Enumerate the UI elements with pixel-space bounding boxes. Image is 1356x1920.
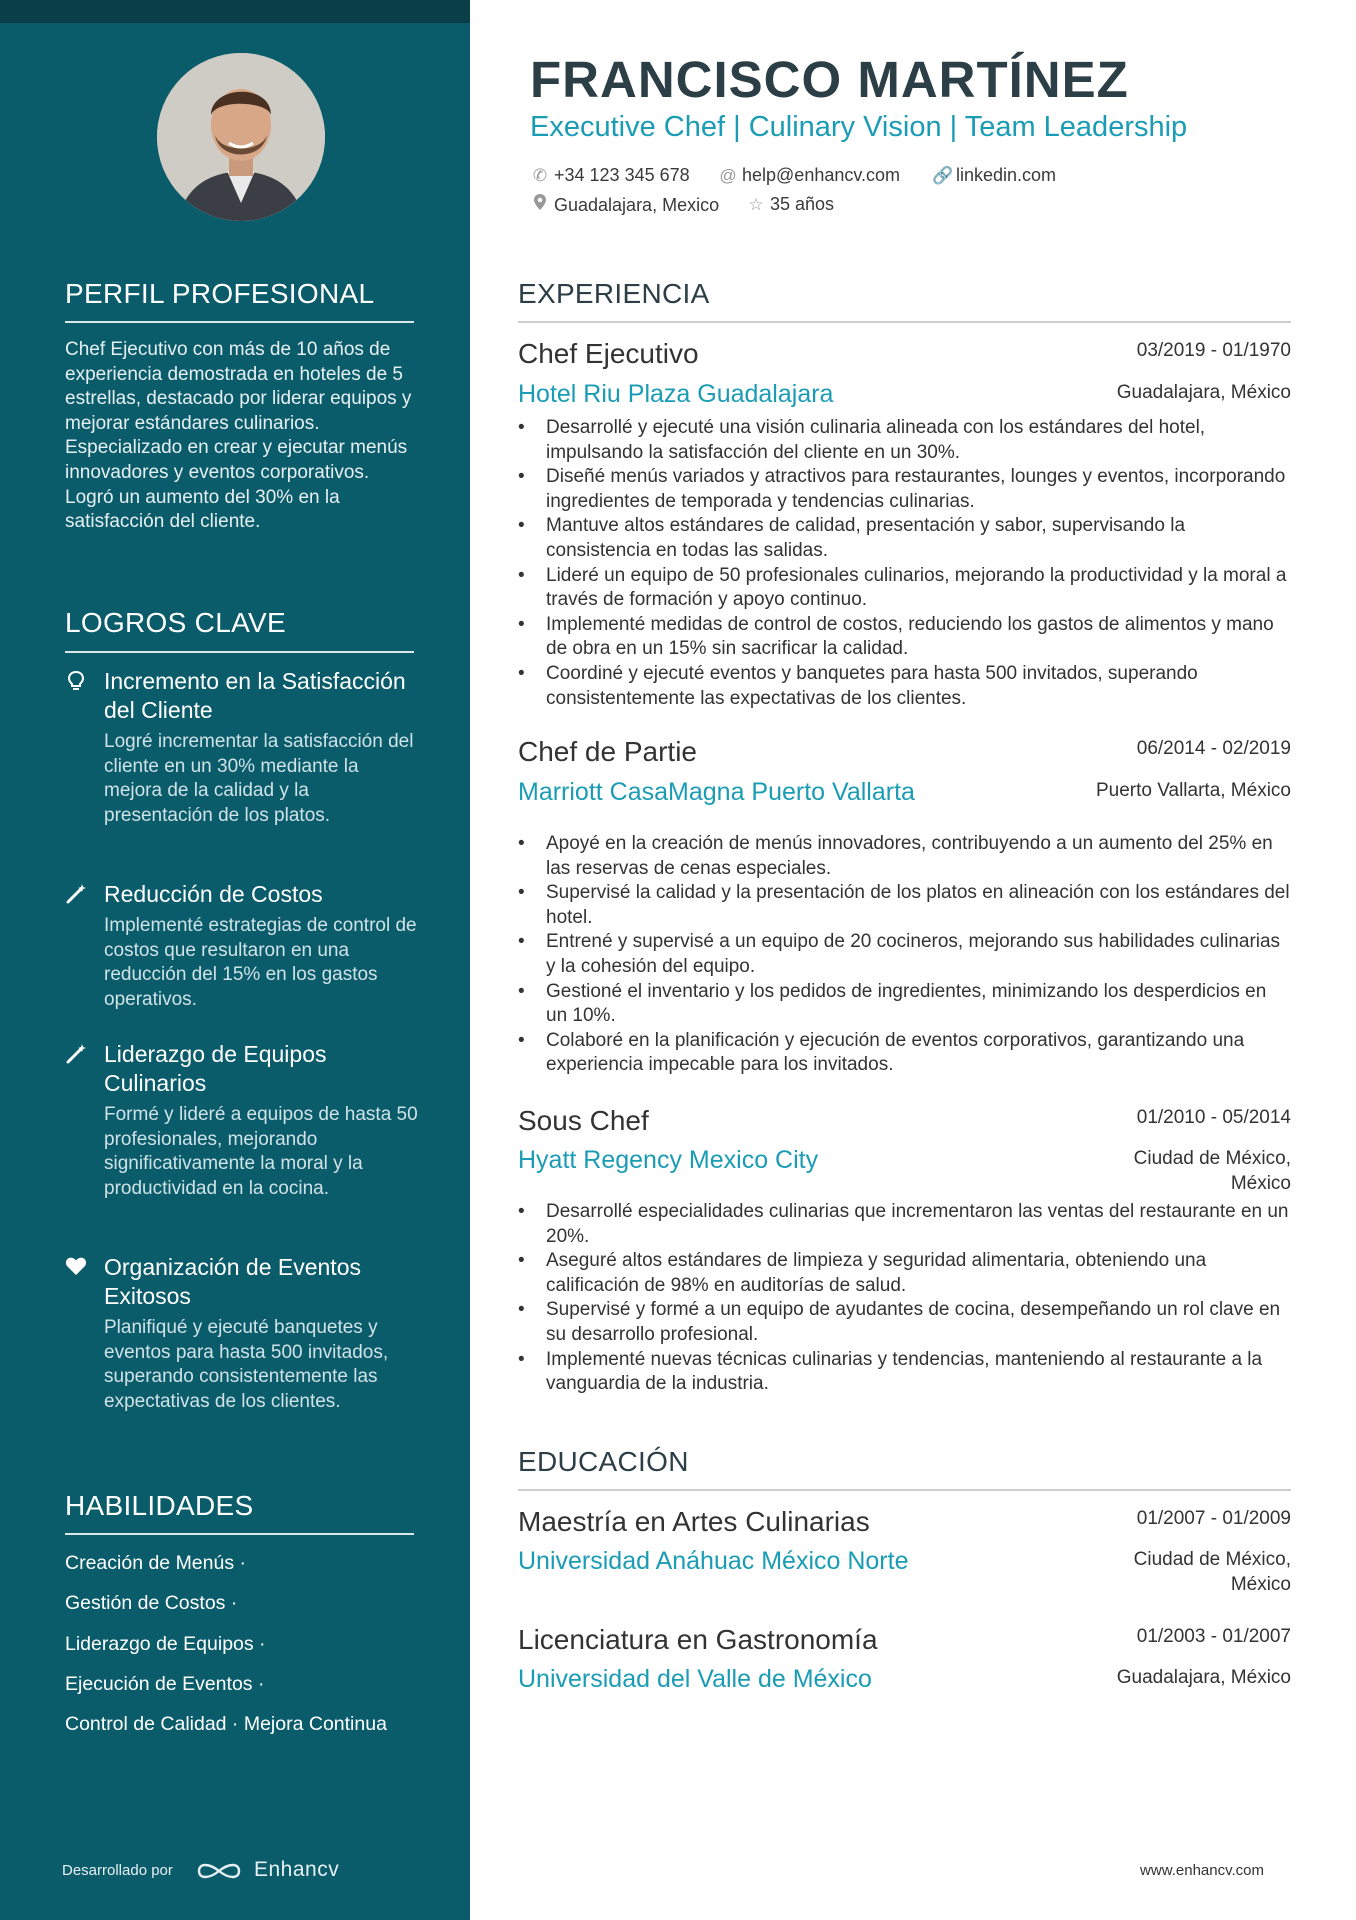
skill-item: Liderazgo de Equipos · <box>65 1633 266 1655</box>
job-location: Puerto Vallarta, México <box>1095 780 1291 801</box>
achievement-description: Planifiqué y ejecuté banquetes y eventos para hasta 500 invitados, superando consistentemente las expectativas de los clientes. <box>104 1317 389 1412</box>
skill-item: Control de Calidad · Mejora Continua <box>65 1713 387 1735</box>
job-dates: 03/2019 - 01/1970 <box>1136 340 1291 361</box>
contact-phone <box>530 164 690 187</box>
contact-email[interactable] <box>718 164 900 187</box>
achievement-description: Implementé estrategias de control de costos que resultaron en una reducción del 15% en los gastos operativos. <box>104 915 417 1010</box>
skills-divider <box>65 1533 414 1535</box>
achievement-title: Reducción de Costos <box>104 881 323 907</box>
achievement-description: Logré incrementar la satisfacción del cliente en un 30% mediante la mejora de la calidad y la presentación de los platos. <box>104 731 414 826</box>
job-bullet: • Gestioné el inventario y los pedidos de ingredientes, minimizando los desperdicios en un 10%. <box>518 980 1290 1029</box>
job-bullet: • Desarrollé especialidades culinarias que incrementaron las ventas del restaurante en un 20%. <box>518 1200 1290 1249</box>
enhancv-brand: Enhancv <box>254 1858 340 1881</box>
job-bullets <box>518 416 1290 711</box>
job-bullets <box>518 1200 1290 1397</box>
magic-wand-icon <box>65 883 87 905</box>
skills-section-title: HABILIDADES <box>65 1490 254 1521</box>
location-pin-icon <box>530 193 550 217</box>
enhancv-logo-icon <box>196 1858 242 1889</box>
contact-linkedin[interactable] <box>932 164 1056 187</box>
job-bullet: • Supervisé la calidad y la presentación de los platos en alineación con los estándares del hotel. <box>518 881 1290 930</box>
experience-divider <box>518 321 1291 323</box>
job-location: Ciudad de México, México <box>1133 1148 1291 1194</box>
sidebar-top-bar <box>0 0 470 23</box>
education-section-title: EDUCACIÓN <box>518 1446 689 1477</box>
website-link[interactable]: www.enhancv.com <box>1140 1862 1264 1879</box>
contact-location <box>530 193 719 217</box>
job-title: Chef de Partie <box>518 736 697 767</box>
location-text: Guadalajara, Mexico <box>554 195 720 215</box>
job-bullet: • Supervisé y formé a un equipo de ayudantes de cocina, desempeñando un rol clave en su desarrollo profesional. <box>518 1298 1290 1347</box>
job-company: Marriott CasaMagna Puerto Vallarta <box>518 778 915 806</box>
job-bullet: • Apoyé en la creación de menús innovadores, contribuyendo a un aumento del 25% en las reservas de cenas especiales. <box>518 832 1290 881</box>
job-title: Sous Chef <box>518 1105 649 1136</box>
job-bullet: • Diseñé menús variados y atractivos para restaurantes, lounges y eventos, incorporando ingredientes de temporada y tendencias culinarias. <box>518 465 1290 514</box>
profile-summary: Chef Ejecutivo con más de 10 años de experiencia demostrada en hoteles de 5 estrellas, destacado por liderar equipos y mejorar estándares culinarios. Especializado en crear y ejecutar menús innovadores y eventos corporativos. Logró un aumento del 30% en la satisfacción del cliente. <box>65 339 412 533</box>
job-location: Guadalajara, México <box>1116 382 1291 403</box>
age-text: 35 años <box>770 194 835 214</box>
phone-text: +34 123 345 678 <box>554 165 690 185</box>
achievements-divider <box>65 651 414 653</box>
education-divider <box>518 1489 1291 1491</box>
heart-icon <box>65 1256 87 1278</box>
job-bullet: • Mantuve altos estándares de calidad, presentación y sabor, supervisando la consistencia en todas las salidas. <box>518 514 1290 563</box>
link-icon: 🔗 <box>932 166 954 185</box>
achievements-section-title: LOGROS CLAVE <box>65 607 286 638</box>
job-company: Hotel Riu Plaza Guadalajara <box>518 380 834 408</box>
experience-section-title: EXPERIENCIA <box>518 278 710 309</box>
school-location: Guadalajara, México <box>1116 1667 1291 1688</box>
school-name: Universidad del Valle de México <box>518 1665 872 1693</box>
linkedin-text: linkedin.com <box>956 165 1057 185</box>
profile-divider <box>65 321 414 323</box>
job-dates: 01/2010 - 05/2014 <box>1136 1107 1291 1128</box>
job-company: Hyatt Regency Mexico City <box>518 1146 819 1174</box>
achievement-title: Organización de Eventos Exitosos <box>104 1254 361 1309</box>
job-bullet: • Colaboré en la planificación y ejecución de eventos corporativos, garantizando una experiencia impecable para los invitados. <box>518 1029 1290 1078</box>
degree-dates: 01/2007 - 01/2009 <box>1136 1508 1291 1529</box>
degree-title: Licenciatura en Gastronomía <box>518 1624 878 1655</box>
powered-by-label: Desarrollado por <box>62 1862 173 1879</box>
degree-title: Maestría en Artes Culinarias <box>518 1506 870 1537</box>
school-name: Universidad Anáhuac México Norte <box>518 1547 909 1575</box>
star-icon: ☆ <box>748 195 764 214</box>
achievement-title: Liderazgo de Equipos Culinarios <box>104 1041 327 1096</box>
achievement-title: Incremento en la Satisfacción del Cliente <box>104 668 406 723</box>
job-title: Chef Ejecutivo <box>518 338 699 369</box>
avatar <box>157 53 325 221</box>
degree-dates: 01/2003 - 01/2007 <box>1136 1626 1291 1647</box>
email-text: help@enhancv.com <box>742 165 901 185</box>
job-bullet: • Implementé nuevas técnicas culinarias y tendencias, manteniendo al restaurante a la vanguardia de la industria. <box>518 1348 1290 1397</box>
candidate-tagline: Executive Chef | Culinary Vision | Team Leadership <box>530 111 1188 143</box>
skill-item: Gestión de Costos · <box>65 1592 238 1614</box>
job-bullet: • Implementé medidas de control de costos, reduciendo los gastos de alimentos y mano de obra en un 15% sin sacrificar la calidad. <box>518 613 1290 662</box>
magic-wand-icon <box>65 1043 87 1065</box>
sidebar <box>0 0 470 1920</box>
job-bullet: • Lideré un equipo de 50 profesionales culinarios, mejorando la productividad y la moral a través de formación y apoyo continuo. <box>518 564 1290 613</box>
achievement-description: Formé y lideré a equipos de hasta 50 profesionales, mejorando significativamente la moral y la productividad en la cocina. <box>104 1104 418 1199</box>
phone-icon: ✆ <box>532 166 548 185</box>
school-location: Ciudad de México, México <box>1133 1549 1291 1595</box>
at-icon: @ <box>719 166 737 185</box>
job-bullet: • Aseguré altos estándares de limpieza y seguridad alimentaria, obteniendo una calificación de 98% en auditorías de salud. <box>518 1249 1290 1298</box>
job-bullet: • Entrené y supervisé a un equipo de 20 cocineros, mejorando sus habilidades culinarias y la cohesión del equipo. <box>518 930 1290 979</box>
contact-age <box>746 193 834 216</box>
job-bullet: • Desarrollé y ejecuté una visión culinaria alineada con los estándares del hotel, impulsando la satisfacción del cliente en un 30%. <box>518 416 1290 465</box>
skill-item: Creación de Menús · <box>65 1552 247 1574</box>
job-bullets <box>518 832 1290 1078</box>
job-dates: 06/2014 - 02/2019 <box>1136 738 1291 759</box>
lightbulb-icon <box>65 670 87 692</box>
avatar-photo <box>157 53 325 221</box>
job-bullet: • Coordiné y ejecuté eventos y banquetes para hasta 500 invitados, superando consistentemente las expectativas de los clientes. <box>518 662 1290 711</box>
powered-by[interactable] <box>62 1856 362 1886</box>
profile-section-title: PERFIL PROFESIONAL <box>65 278 375 309</box>
skill-item: Ejecución de Eventos · <box>65 1673 265 1695</box>
candidate-name: FRANCISCO MARTÍNEZ <box>530 51 1129 108</box>
